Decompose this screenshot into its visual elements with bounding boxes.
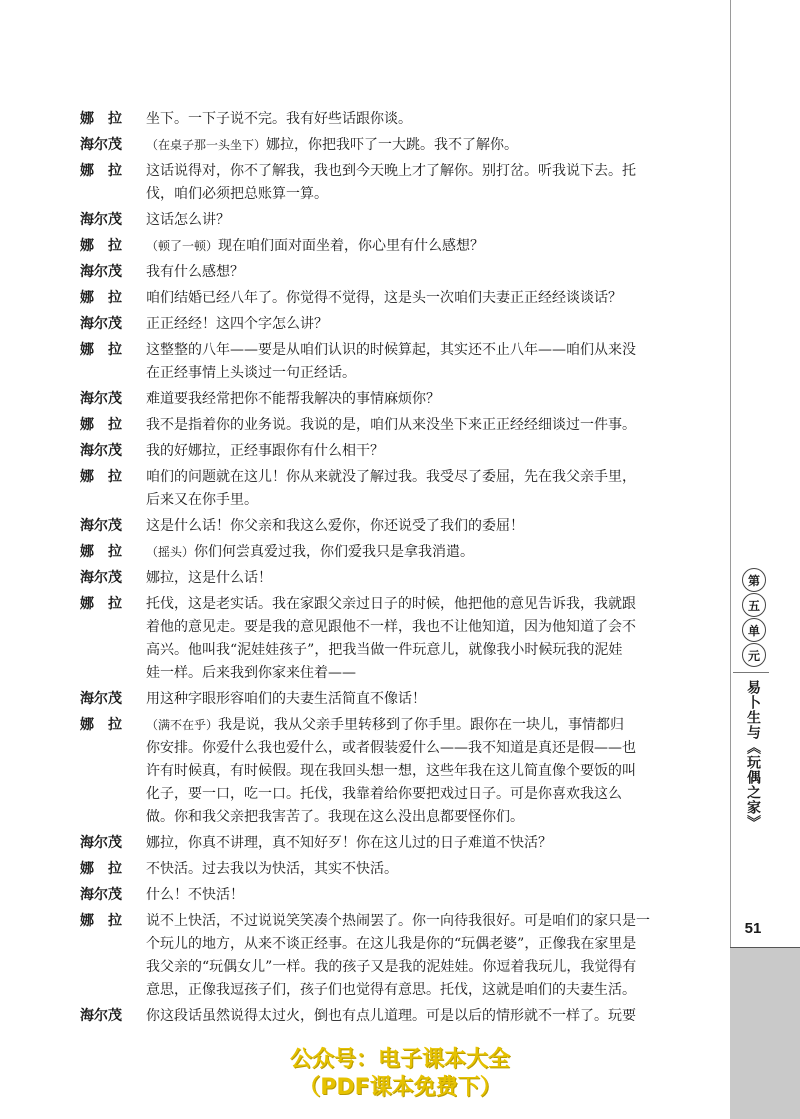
dialogue-continuation: [80, 616, 720, 639]
speech-line: 你这段话虽然说得太过火，倒也有点儿道理。可是以后的情形就不一样了。玩要: [146, 1008, 636, 1024]
unit-badge: 单: [742, 618, 766, 642]
speech-text: [146, 662, 356, 685]
speech-line: 我的好娜拉，正经事跟你有什么相干？: [146, 443, 384, 459]
speech-text: [146, 832, 552, 855]
speech-text: [146, 313, 328, 336]
dialogue-line: [80, 593, 720, 616]
speech-text: [146, 414, 636, 437]
stage-direction: （满不在乎）: [146, 718, 219, 732]
speaker-name: 娜 拉: [80, 342, 122, 358]
speaker-name: 海尔茂: [80, 137, 122, 153]
speech-text: [146, 616, 636, 639]
page-number: 51: [744, 920, 762, 937]
speech-line: 个玩儿的地方，从来不谈正经事。在这儿我是你的“玩偶老婆”，正像我在家里是: [146, 936, 637, 952]
speech-text: [146, 134, 518, 157]
dialogue-line: [80, 261, 720, 284]
speech-line: 这话怎么讲？: [146, 212, 230, 228]
speech-line: 难道要我经常把你不能帮我解决的事情麻烦你？: [146, 391, 440, 407]
speech-line: 我是说，我从父亲手里转移到了你手里。跟你在一块儿，事情都归: [218, 717, 625, 733]
speech-text: [146, 884, 244, 907]
speech-line: 高兴。他叫我“泥娃娃孩子”，把我当做一件玩意儿，就像我小时候玩我的泥娃: [146, 642, 623, 658]
speech-line: 做。你和我父亲把我害苦了。我现在这么没出息都要怪你们。: [146, 809, 524, 825]
speech-text: [146, 108, 412, 131]
speech-text: [146, 760, 636, 783]
speech-line: 我有什么感想？: [146, 264, 244, 280]
dialogue-continuation: [80, 956, 720, 979]
speaker-name: 海尔茂: [80, 316, 122, 332]
speaker-name: 娜 拉: [80, 111, 122, 127]
dialogue-line: [80, 858, 720, 881]
dialogue-line: [80, 235, 720, 258]
dialogue-line: [80, 287, 720, 310]
dialogue-line: [80, 160, 720, 183]
speaker-name: 海尔茂: [80, 691, 122, 707]
dialogue-line: [80, 108, 720, 131]
speech-text: [146, 783, 622, 806]
dialogue-continuation: [80, 806, 720, 829]
speech-text: [146, 933, 636, 956]
dialogue-line: [80, 414, 720, 437]
speech-line: 你安排。你爱什么我也爱什么，或者假装爱什么——我不知道是真还是假——也: [146, 740, 636, 756]
dialogue-continuation: [80, 737, 720, 760]
speech-line: 咱们的问题就在这儿！你从来就没了解过我。我受尽了委屈，先在我父亲手里，: [146, 469, 636, 485]
dialogue-line: [80, 541, 720, 564]
speech-line: 我不是指着你的业务说。我说的是，咱们从来没坐下来正正经经细谈过一件事。: [146, 417, 636, 433]
stage-direction: （摇头）: [146, 545, 195, 559]
speech-line: 用这种字眼形容咱们的夫妻生活简直不像话！: [146, 691, 426, 707]
speech-line: 在正经事情上头谈过一句正经话。: [146, 365, 356, 381]
speaker-name: 娜 拉: [80, 913, 122, 929]
speech-text: [146, 910, 650, 933]
speech-text: [146, 737, 636, 760]
speech-line: 意思，正像我逗孩子们，孩子们也觉得有意思。托伐，这就是咱们的夫妻生活。: [146, 982, 636, 998]
speech-text: [146, 541, 474, 564]
sidebar-separator: [733, 672, 769, 673]
speaker-name: 娜 拉: [80, 469, 122, 485]
dialogue-line: [80, 440, 720, 463]
dialogue-line: [80, 884, 720, 907]
dialogue-line: [80, 339, 720, 362]
dialogue-line: [80, 313, 720, 336]
speech-text: [146, 489, 258, 512]
unit-badge: 五: [742, 593, 766, 617]
speaker-name: 海尔茂: [80, 835, 122, 851]
speaker-name: 娜 拉: [80, 290, 122, 306]
dialogue-line: [80, 714, 720, 737]
speech-line: 这话说得对，你不了解我，我也到今天晚上才了解你。别打岔。听我说下去。托: [146, 163, 636, 179]
watermark-line-1: 公众号：电子课本大全: [289, 1047, 510, 1072]
speech-text: [146, 388, 440, 411]
dialogue-continuation: [80, 662, 720, 685]
speech-text: [146, 1005, 636, 1028]
speech-text: [146, 235, 484, 258]
dialogue-continuation: [80, 639, 720, 662]
dialogue-continuation: [80, 979, 720, 1002]
speech-text: [146, 440, 384, 463]
speech-text: [146, 956, 636, 979]
speech-line: 这整整的八年——要是从咱们认识的时候算起，其实还不止八年——咱们从来没: [146, 342, 636, 358]
speech-text: [146, 466, 636, 489]
speech-line: 正正经经！这四个字怎么讲？: [146, 316, 328, 332]
speech-text: [146, 183, 328, 206]
unit-badge: 第: [742, 568, 766, 592]
speech-line: 坐下。一下子说不完。我有好些话跟你谈。: [146, 111, 412, 127]
dialogue-line: [80, 466, 720, 489]
speech-text: [146, 688, 426, 711]
unit-badge: 元: [742, 643, 766, 667]
speech-text: [146, 979, 636, 1002]
speech-line: 这是什么话！你父亲和我这么爱你，你还说受了我们的委屈！: [146, 518, 524, 534]
speech-text: [146, 567, 272, 590]
speaker-name: 海尔茂: [80, 518, 122, 534]
speech-line: 娜拉，你把我吓了一大跳。我不了解你。: [266, 137, 519, 153]
dialogue-line: [80, 515, 720, 538]
dialogue-continuation: [80, 760, 720, 783]
dialogue-continuation: [80, 933, 720, 956]
speech-line: 着他的意见走。要是我的意见跟他不一样，我也不让他知道，因为他知道了会不: [146, 619, 636, 635]
speaker-name: 海尔茂: [80, 391, 122, 407]
speech-line: 娃一样。后来我到你家来住着——: [146, 665, 356, 681]
speech-line: 伐，咱们必须把总账算一算。: [146, 186, 328, 202]
watermark-line-2: （PDF课本免费下）: [298, 1075, 502, 1100]
speaker-name: 娜 拉: [80, 238, 122, 254]
speech-line: 不快活。过去我以为快活，其实不快活。: [146, 861, 398, 877]
speech-line: 娜拉，你真不讲理，真不知好歹！你在这儿过的日子难道不快活？: [146, 835, 552, 851]
sidebar-divider: [730, 0, 731, 950]
speaker-name: 娜 拉: [80, 717, 122, 733]
speech-text: [146, 515, 524, 538]
dialogue-text: [80, 108, 720, 1028]
speech-text: [146, 858, 398, 881]
speech-line: 后来又在你手里。: [146, 492, 258, 508]
speaker-name: 海尔茂: [80, 264, 122, 280]
dialogue-line: [80, 134, 720, 157]
section-title: 易卜生与《玩偶之家》: [745, 680, 761, 830]
dialogue-line: [80, 910, 720, 933]
speaker-name: 海尔茂: [80, 570, 122, 586]
dialogue-line: [80, 388, 720, 411]
dialogue-continuation: [80, 783, 720, 806]
speech-text: [146, 261, 244, 284]
speech-line: 你们何尝真爱过我，你们爱我只是拿我消遣。: [194, 544, 475, 560]
stage-direction: （在桌子那一头坐下）: [146, 138, 267, 152]
speech-line: 现在咱们面对面坐着，你心里有什么感想？: [218, 238, 485, 254]
speaker-name: 娜 拉: [80, 163, 122, 179]
speech-text: [146, 287, 622, 310]
speech-line: 咱们结婚已经八年了。你觉得不觉得，这是头一次咱们夫妻正正经经谈谈话？: [146, 290, 622, 306]
speech-text: [146, 339, 636, 362]
page-number-rule: [730, 947, 800, 948]
speaker-name: 海尔茂: [80, 443, 122, 459]
speech-text: [146, 160, 636, 183]
speech-line: 托伐，这是老实话。我在家跟父亲过日子的时候，他把他的意见告诉我，我就跟: [146, 596, 636, 612]
dialogue-line: [80, 209, 720, 232]
speech-line: 我父亲的“玩偶女儿”一样。我的孩子又是我的泥娃娃。你逗着我玩儿，我觉得有: [146, 959, 637, 975]
dialogue-continuation: [80, 489, 720, 512]
dialogue-line: [80, 567, 720, 590]
speech-line: 许有时候真，有时候假。现在我回头想一想，这些年我在这儿简直像个要饭的叫: [146, 763, 636, 779]
speech-line: 化子，要一口，吃一口。托伐，我靠着给你要把戏过日子。可是你喜欢我这么: [146, 786, 622, 802]
speaker-name: 娜 拉: [80, 861, 122, 877]
dialogue-line: [80, 1005, 720, 1028]
speech-text: [146, 209, 230, 232]
speech-text: [146, 806, 524, 829]
speech-line: 说不上快活，不过说说笑笑凑个热闹罢了。你一向待我很好。可是咱们的家只是一: [146, 913, 650, 929]
speech-text: [146, 362, 356, 385]
speaker-name: 海尔茂: [80, 212, 122, 228]
speech-text: [146, 714, 624, 737]
dialogue-continuation: [80, 183, 720, 206]
dialogue-continuation: [80, 362, 720, 385]
speaker-name: 娜 拉: [80, 544, 122, 560]
speaker-name: 娜 拉: [80, 417, 122, 433]
speaker-name: 娜 拉: [80, 596, 122, 612]
speech-text: [146, 639, 622, 662]
dialogue-line: [80, 688, 720, 711]
speech-line: 娜拉，这是什么话！: [146, 570, 272, 586]
speech-line: 什么！不快活！: [146, 887, 244, 903]
dialogue-line: [80, 832, 720, 855]
speaker-name: 海尔茂: [80, 887, 122, 903]
stage-direction: （顿了一顿）: [146, 239, 219, 253]
speaker-name: 海尔茂: [80, 1008, 122, 1024]
speech-text: [146, 593, 636, 616]
